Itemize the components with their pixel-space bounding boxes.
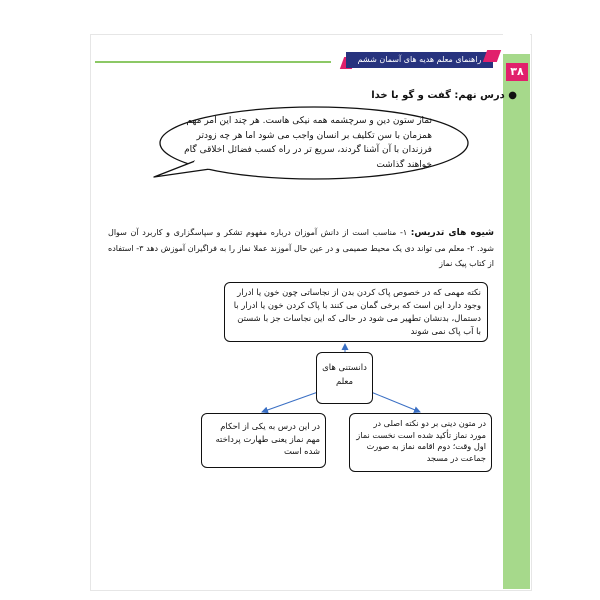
lesson-title: ● درس نهم: گفت و گو با خدا <box>371 90 517 101</box>
mind-map-left-box: در این درس به یکی از احکام مهم نماز یعنی طهارت پرداخته شده است <box>201 413 326 468</box>
mind-map-right-box: در متون دینی بر دو نکته اصلی در مورد نماز تأکید شده است نخست نماز اول وقت؛ دوم اقامه نماز به صورت جماعت در مسجد <box>349 413 492 472</box>
teaching-method-text: ۱- مناسب است از دانش آموزان درباره مفهوم تشکر و سپاسگزاری و کاربرد آن سوال شود. ۲- معلم می تواند دی یک محیط صمیمی و در عین حال آموزند عملا نماز را به فراگیران آموزش دهد ۳- استفاده از کتاب پیک نماز <box>108 228 494 268</box>
header-banner: راهنمای معلم هدیه های آسمان ششم <box>346 52 493 68</box>
quote-bubble-text: نماز ستون دین و سرچشمه همه نیکی هاست. هر چند این امر مهم همزمان با سن تکلیف بر انسان واجب می شود اما هر چه زودتر فرزندان با آن آشنا گردند، سریع تر در راه کسب فضائل اخلاقی گام خواهند گذاشت <box>184 116 432 170</box>
mind-map-top-box: نکته مهمی که در خصوص پاک کردن بدن از نجاساتی چون خون یا ادرار وجود دارد این است که برخی گمان می کنند با پاک کردن خون یا ادرار با دستمال، بدنشان تطهیر می شود در حالی که این نجاسات جز با شستن با آب پاک نمی شوند <box>224 282 488 342</box>
page-number: ۳۸ <box>506 63 528 81</box>
teaching-method-label: شیوه های تدریس: <box>410 228 494 238</box>
mind-map-center-box: دانستنی های معلم <box>316 352 373 404</box>
